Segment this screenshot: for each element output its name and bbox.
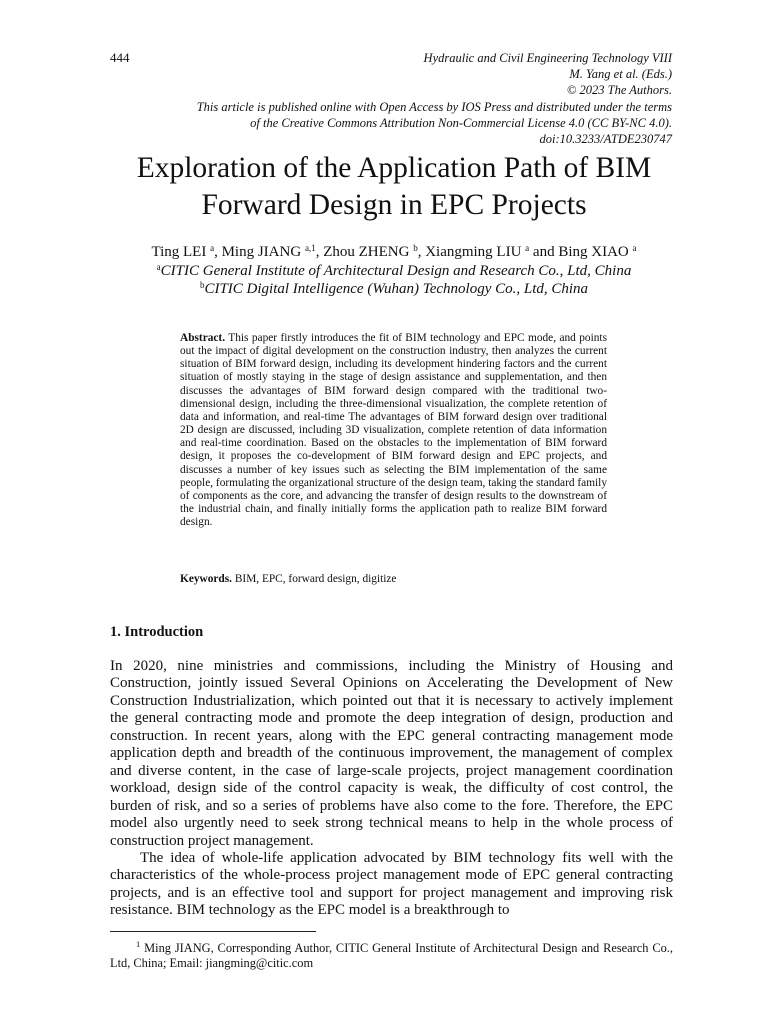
footnote-text: Ming JIANG, Corresponding Author, CITIC General Institute of Architectural Design and Research Co., Ltd, China; Email: jiangming@citic.com — [110, 941, 673, 970]
paragraph: The idea of whole-life application advocated by BIM technology fits well with the characteristics of the whole-process project management mode of EPC general contracting projects, and is an effective tool and support for project management and improving risk resistance. BIM technology as the EPC model is a breakthrough to — [110, 849, 673, 919]
paper-title — [80, 150, 708, 224]
header-line-copyright: © 2023 The Authors. — [566, 83, 672, 98]
header-line-conference: Hydraulic and Civil Engineering Technology VIII — [423, 51, 672, 65]
page-number: 444 — [110, 50, 130, 65]
abstract-label: Abstract. — [180, 332, 226, 344]
title-line-1: Exploration of the Application Path of BIM — [136, 152, 652, 184]
author-separator: , — [417, 244, 426, 260]
author-name: Xiangming LIU — [425, 244, 522, 260]
author-separator: , — [214, 244, 222, 260]
paragraph: In 2020, nine ministries and commissions, including the Ministry of Housing and Construction, jointly issued Several Opinions on Accelerating the Development of New Construction Industrialization, which pointed out that it is necessary to actively implement the general contracting mode and promote the deep integration of design, production and construction. In recent years, along with the EPC general contracting management mode application depth and breadth of the continuous improvement, the management of complex and diverse content, in the case of large-scale projects, project management coordination workload, design side of the control capacity is weak, the difficulty of cost control, the burden of risk, and so a series of problems have also come to the fore. Therefore, the EPC model also urgently need to seek strong technical means to help in the whole process of construction project management. — [110, 658, 673, 849]
author-affiliation-mark: a — [210, 243, 215, 253]
section-body — [110, 658, 673, 920]
affiliation-mark: b — [199, 280, 205, 290]
header-line-license-2: of the Creative Commons Attribution Non-Commercial License 4.0 (CC BY-NC 4.0). — [250, 115, 672, 130]
footnote — [110, 941, 673, 971]
header-line-license-1: This article is published online with Open Access by IOS Press and distributed under the terms — [196, 99, 672, 114]
affiliation-a — [80, 262, 708, 281]
author-affiliation-mark: a — [525, 243, 530, 253]
affiliation-text: CITIC Digital Intelligence (Wuhan) Technology Co., Ltd, China — [204, 281, 589, 297]
keywords-text: BIM, EPC, forward design, digitize — [234, 573, 397, 585]
author-name: Bing XIAO — [558, 244, 629, 260]
affiliation-mark: a — [156, 262, 161, 272]
author-affiliation-mark: b — [413, 243, 418, 253]
affiliation-b — [80, 280, 708, 299]
section-heading: 1. Introduction — [110, 624, 204, 640]
keywords-label: Keywords. — [180, 573, 232, 585]
author-name: Zhou ZHENG — [323, 244, 410, 260]
footnote-mark: 1 — [136, 939, 141, 949]
author-list — [80, 243, 708, 262]
header-line-doi: doi:10.3233/ATDE230747 — [539, 132, 672, 147]
title-line-2: Forward Design in EPC Projects — [201, 189, 587, 221]
abstract — [180, 332, 607, 529]
author-affiliation-mark: a — [632, 243, 637, 253]
header-line-editors: M. Yang et al. (Eds.) — [569, 67, 672, 82]
header-meta — [112, 50, 672, 147]
author-name: Ting LEI — [151, 244, 207, 260]
author-separator: and — [529, 244, 559, 260]
keywords — [180, 572, 607, 586]
author-name: Ming JIANG — [221, 244, 302, 260]
abstract-text: This paper firstly introduces the fit of BIM technology and EPC mode, and points out the impact of digital development on the construction industry, then analyzes the current situation of BIM forward design, including its development hindering factors and the current situation of mostly staying in the stage of design assistance and supplementation, and then discusses the advantages of BIM forward design compared with the traditional two-dimensional design, including the three-dimensional visualization, the complete retention of data and information, and real-time The advantages of BIM forward design over traditional 2D design are discussed, including 3D visualization, complete retention of data information and real-time coordination. Based on the obstacles to the implementation of BIM forward design, it proposes the co-development of BIM forward design and EPC projects, and discusses a number of key issues such as selecting the BIM implementation of the same people, formulating the organizational structure of the design team, taking the standard family of components as the core, and advancing the transfer of design results to the downstream of the industrial chain, and finally initially forms the application path to realize BIM forward design. — [180, 332, 607, 529]
author-affiliation-mark: a,1 — [304, 243, 316, 253]
author-separator: , — [315, 244, 324, 260]
affiliation-text: CITIC General Institute of Architectural Design and Research Co., Ltd, China — [160, 263, 632, 279]
footnote-rule — [110, 931, 316, 932]
